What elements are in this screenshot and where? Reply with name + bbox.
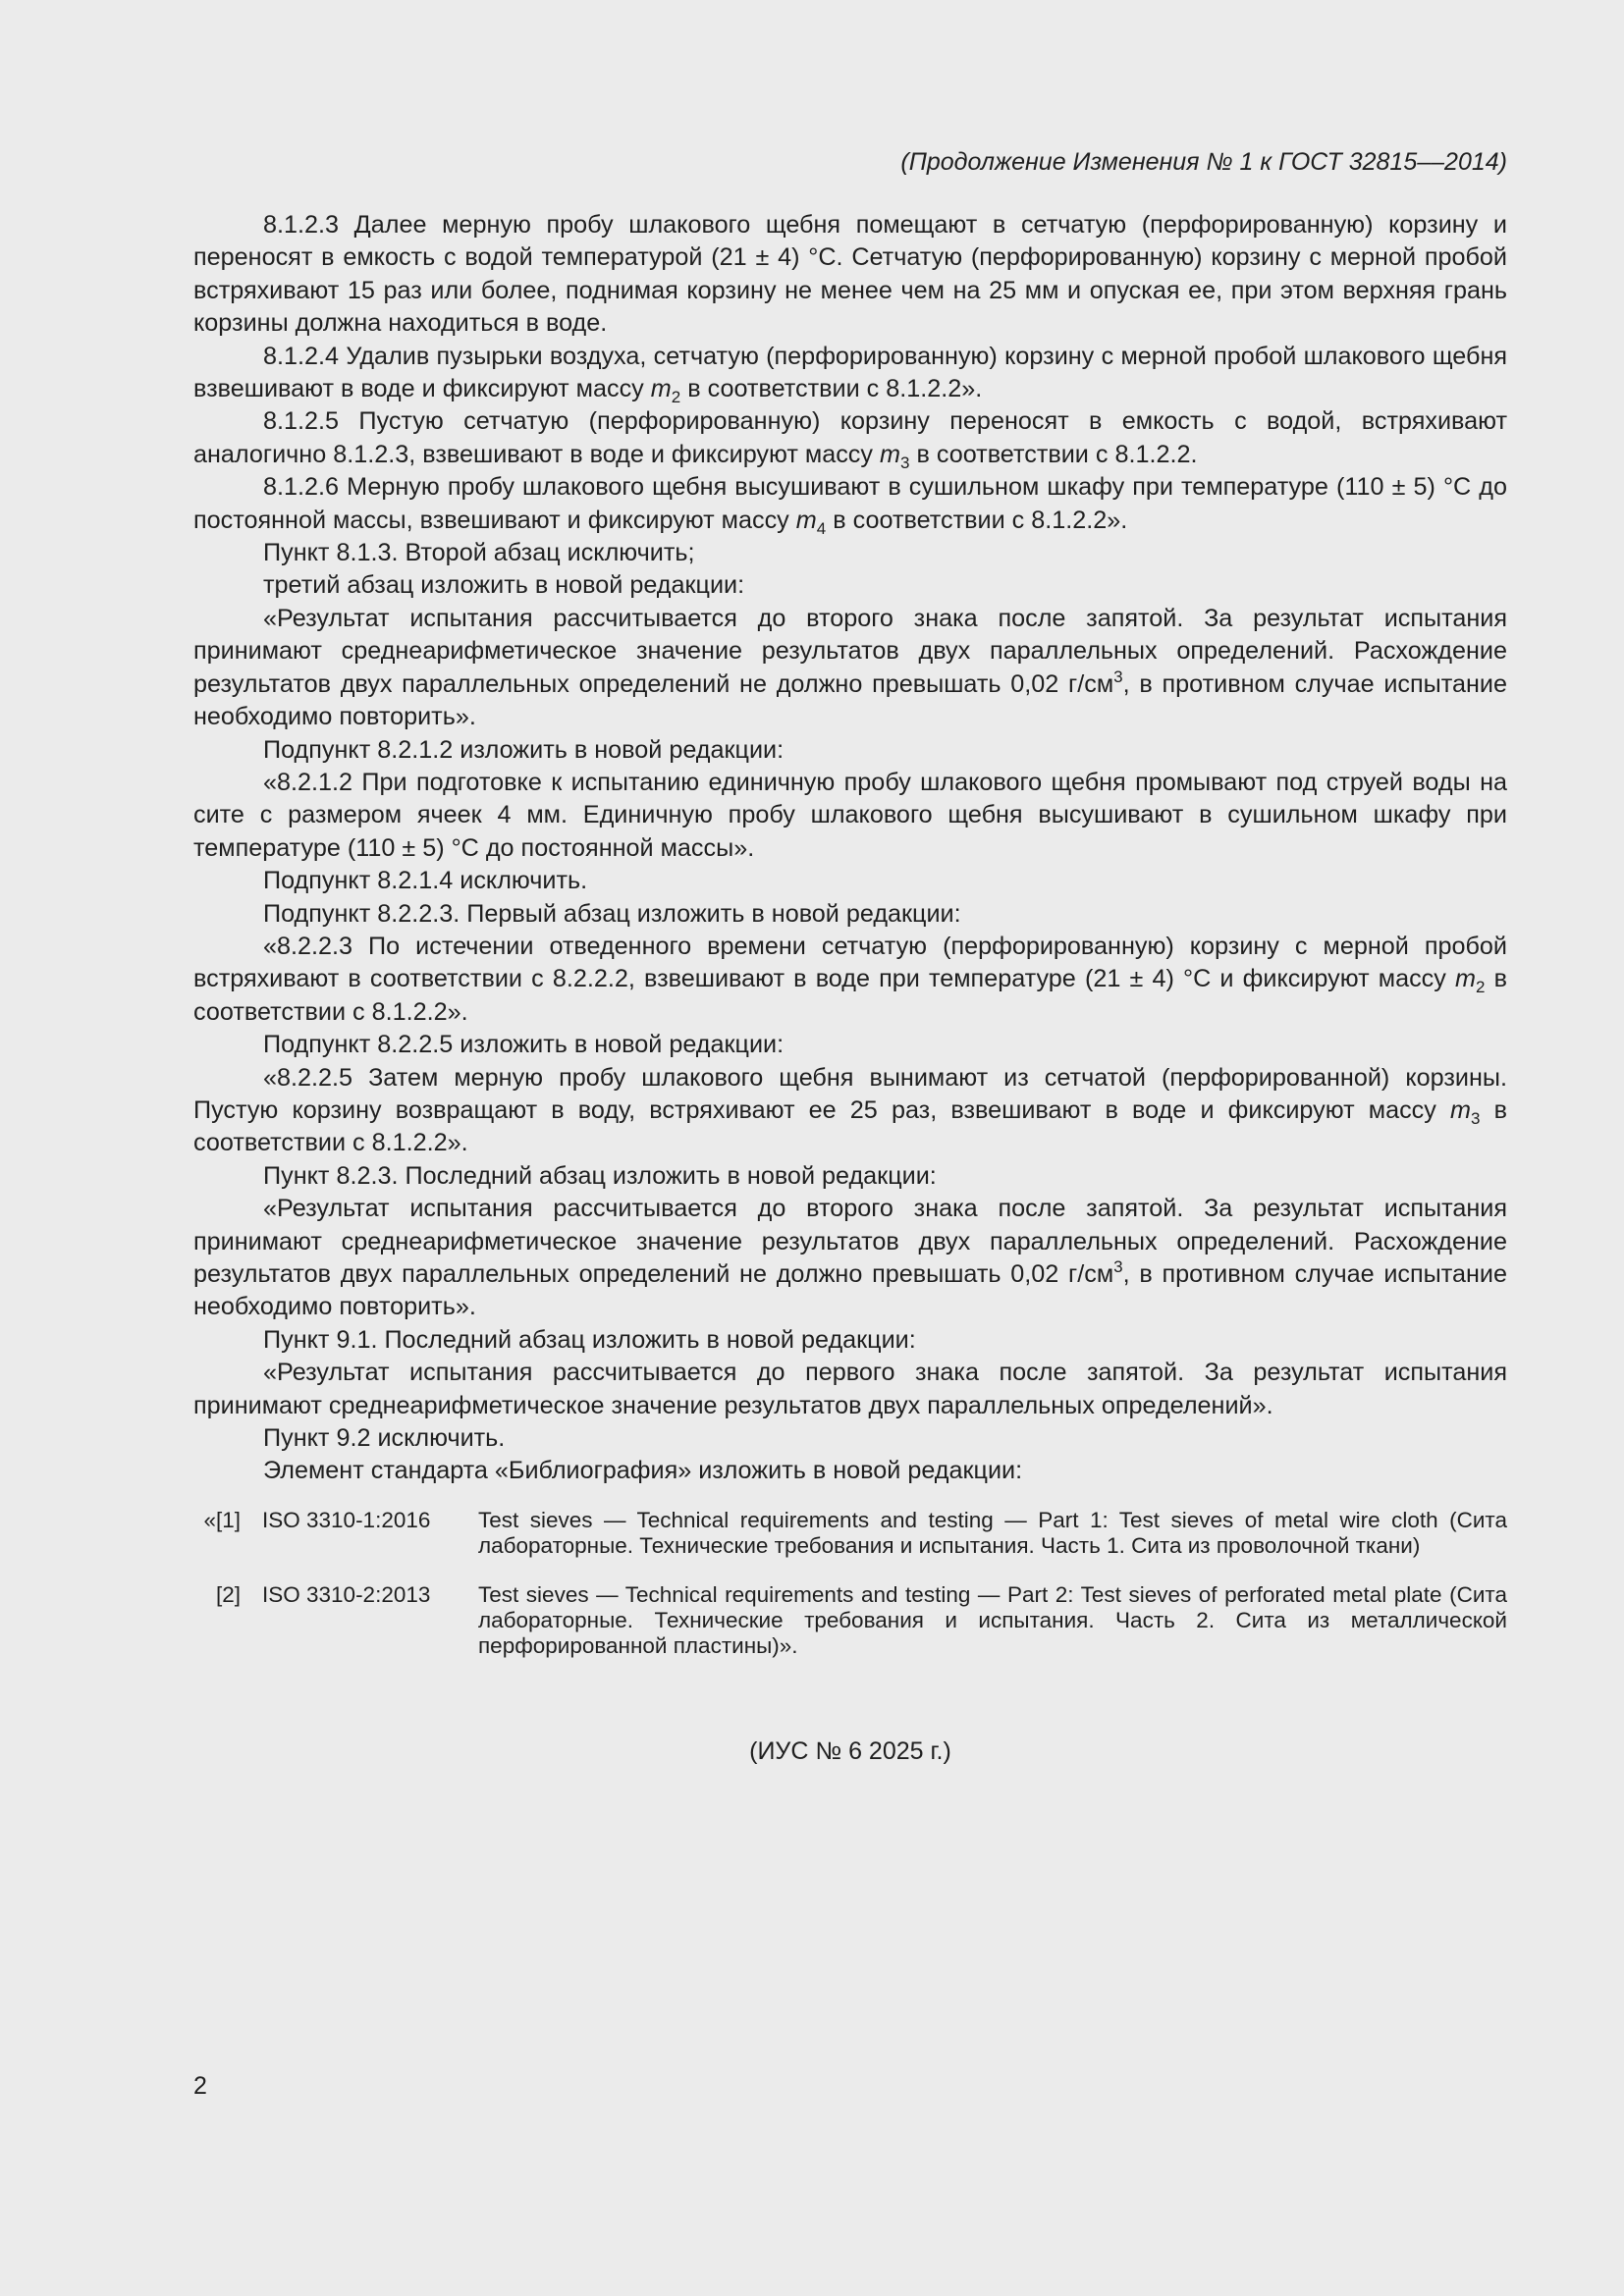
paragraph-result-8-2-3: «Результат испытания рассчитывается до второго знака после запятой. За результат испытания принимают среднеарифметическое значение результатов двух параллельных определений. Расхождение результатов двух параллельных определений не должно превышать 0,02 $г/см^3$, в противном случае испытание необходимо повторить». — [193, 1195, 1507, 1321]
paragraph-8-1-2-5: 8.1.2.5 Пустую сетчатую (перфорированную) корзину переносят в емкость с водой, встряхивают аналогично 8.1.2.3, взвешивают в воде и фиксируют массу $m_3$ в соответствии с 8.1.2.2. — [193, 407, 1507, 472]
paragraph-8-2-2-3: «8.2.2.3 По истечении отведенного времени сетчатую (перфорированную) корзину с мерной пробой встряхивают в соответствии с 8.2.2.2, взвешивают в воде при температуре (21 ± 4) °С и фиксируют массу $m_2$ в соответствии с 8.1.2.2». — [193, 932, 1507, 1026]
running-header: (Продолжение Изменения № 1 к ГОСТ 32815––2014) — [900, 148, 1507, 176]
paragraph-8-2-1-2-intro: Подпункт 8.2.1.2 изложить в новой редакции: — [263, 735, 785, 764]
bibliography-title: Test sieves — Technical requirements and testing — Part 1: Test sieves of metal wire cloth (Сита лабораторные. Технические требования и испытания. Часть 1. Сита из проволочной ткани) — [478, 1508, 1507, 1558]
paragraph-8-2-1-2: «8.2.1.2 При подготовке к испытанию единичную пробу шлакового щебня промывают под струей воды на сите с размером ячеек 4 мм. Единичную пробу шлакового щебня высушивают в сушильном шкафу при температуре (110 ± 5) °С до постоянной массы». — [193, 768, 1507, 862]
bibliography-code: ISO 3310-2:2013 — [262, 1582, 431, 1607]
bibliography-number: «[1] — [203, 1508, 241, 1532]
paragraph-result-9-1: «Результат испытания рассчитывается до первого знака после запятой. За результат испытания принимают среднеарифметическое значение результатов двух параллельных определений». — [193, 1359, 1507, 1419]
paragraph-8-2-2-5-intro: Подпункт 8.2.2.5 изложить в новой редакции: — [263, 1031, 785, 1059]
paragraph-8-2-2-5: «8.2.2.5 Затем мерную пробу шлакового щебня вынимают из сетчатой (перфорированной) корзины. Пустую корзину возвращают в воду, встряхивают ее 25 раз, взвешивают в воде и фиксируют массу $m_3$ в соответствии с 8.1.2.2». — [193, 1063, 1507, 1157]
bibliography-entry — [193, 1582, 1507, 1659]
paragraph-bibliography-intro: Элемент стандарта «Библиография» изложить в новой редакции: — [263, 1457, 1023, 1485]
paragraph-8-1-3: Пункт 8.1.3. Второй абзац исключить; — [263, 539, 695, 567]
ius-reference: (ИУС № 6 2025 г.) — [749, 1737, 951, 1765]
paragraph-9-1-intro: Пункт 9.1. Последний абзац изложить в новой редакции: — [263, 1325, 916, 1354]
bibliography-number: [2] — [215, 1582, 241, 1607]
paragraph-8-1-2-4: 8.1.2.4 Удалив пузырьки воздуха, сетчатую (перфорированную) корзину с мерной пробой шлакового щебня взвешивают в воде и фиксируют массу $m_2$ в соответствии с 8.1.2.2». — [193, 342, 1507, 407]
bibliography-title: Test sieves — Technical requirements and testing — Part 2: Test sieves of perforated metal plate (Сита лабораторные. Технические требования и испытания. Часть 2. Сита из металлической перфорированной пластины)». — [478, 1582, 1507, 1658]
bibliography-list — [193, 1508, 1507, 1682]
bibliography-entry — [193, 1508, 1507, 1559]
paragraph-9-2: Пункт 9.2 исключить. — [263, 1424, 506, 1453]
paragraph-result-8-1-3: «Результат испытания рассчитывается до второго знака после запятой. За результат испытания принимают среднеарифметическое значение результатов двух параллельных определений. Расхождение результатов двух параллельных определений не должно превышать 0,02 $г/см^3$, в противном случае испытание необходимо повторить». — [193, 604, 1507, 731]
page-number: 2 — [193, 2072, 207, 2100]
paragraph-8-2-1-4: Подпункт 8.2.1.4 исключить. — [263, 867, 588, 895]
paragraph-8-1-2-6: 8.1.2.6 Мерную пробу шлакового щебня высушивают в сушильном шкафу при температуре (110 ± 5) °С до постоянной массы, взвешивают и фиксируют массу $m_4$ в соответствии с 8.1.2.2». — [193, 473, 1507, 538]
paragraph-8-2-2-3-intro: Подпункт 8.2.2.3. Первый абзац изложить в новой редакции: — [263, 899, 961, 928]
paragraph-8-1-2-3: 8.1.2.3 Далее мерную пробу шлакового щебня помещают в сетчатую (перфорированную) корзину и переносят в емкость с водой температурой (21 ± 4) °С. Сетчатую (перфорированную) корзину с мерной пробой встряхивают 15 раз или более, поднимая корзину не менее чем на 25 мм и опуская ее, при этом верхняя грань корзины должна находиться в воде. — [193, 211, 1507, 338]
bibliography-code: ISO 3310-1:2016 — [262, 1508, 431, 1532]
paragraph-third-abzac: третий абзац изложить в новой редакции: — [263, 571, 745, 600]
paragraph-8-2-3-intro: Пункт 8.2.3. Последний абзац изложить в новой редакции: — [263, 1161, 937, 1190]
amendment-body — [193, 209, 1507, 1488]
